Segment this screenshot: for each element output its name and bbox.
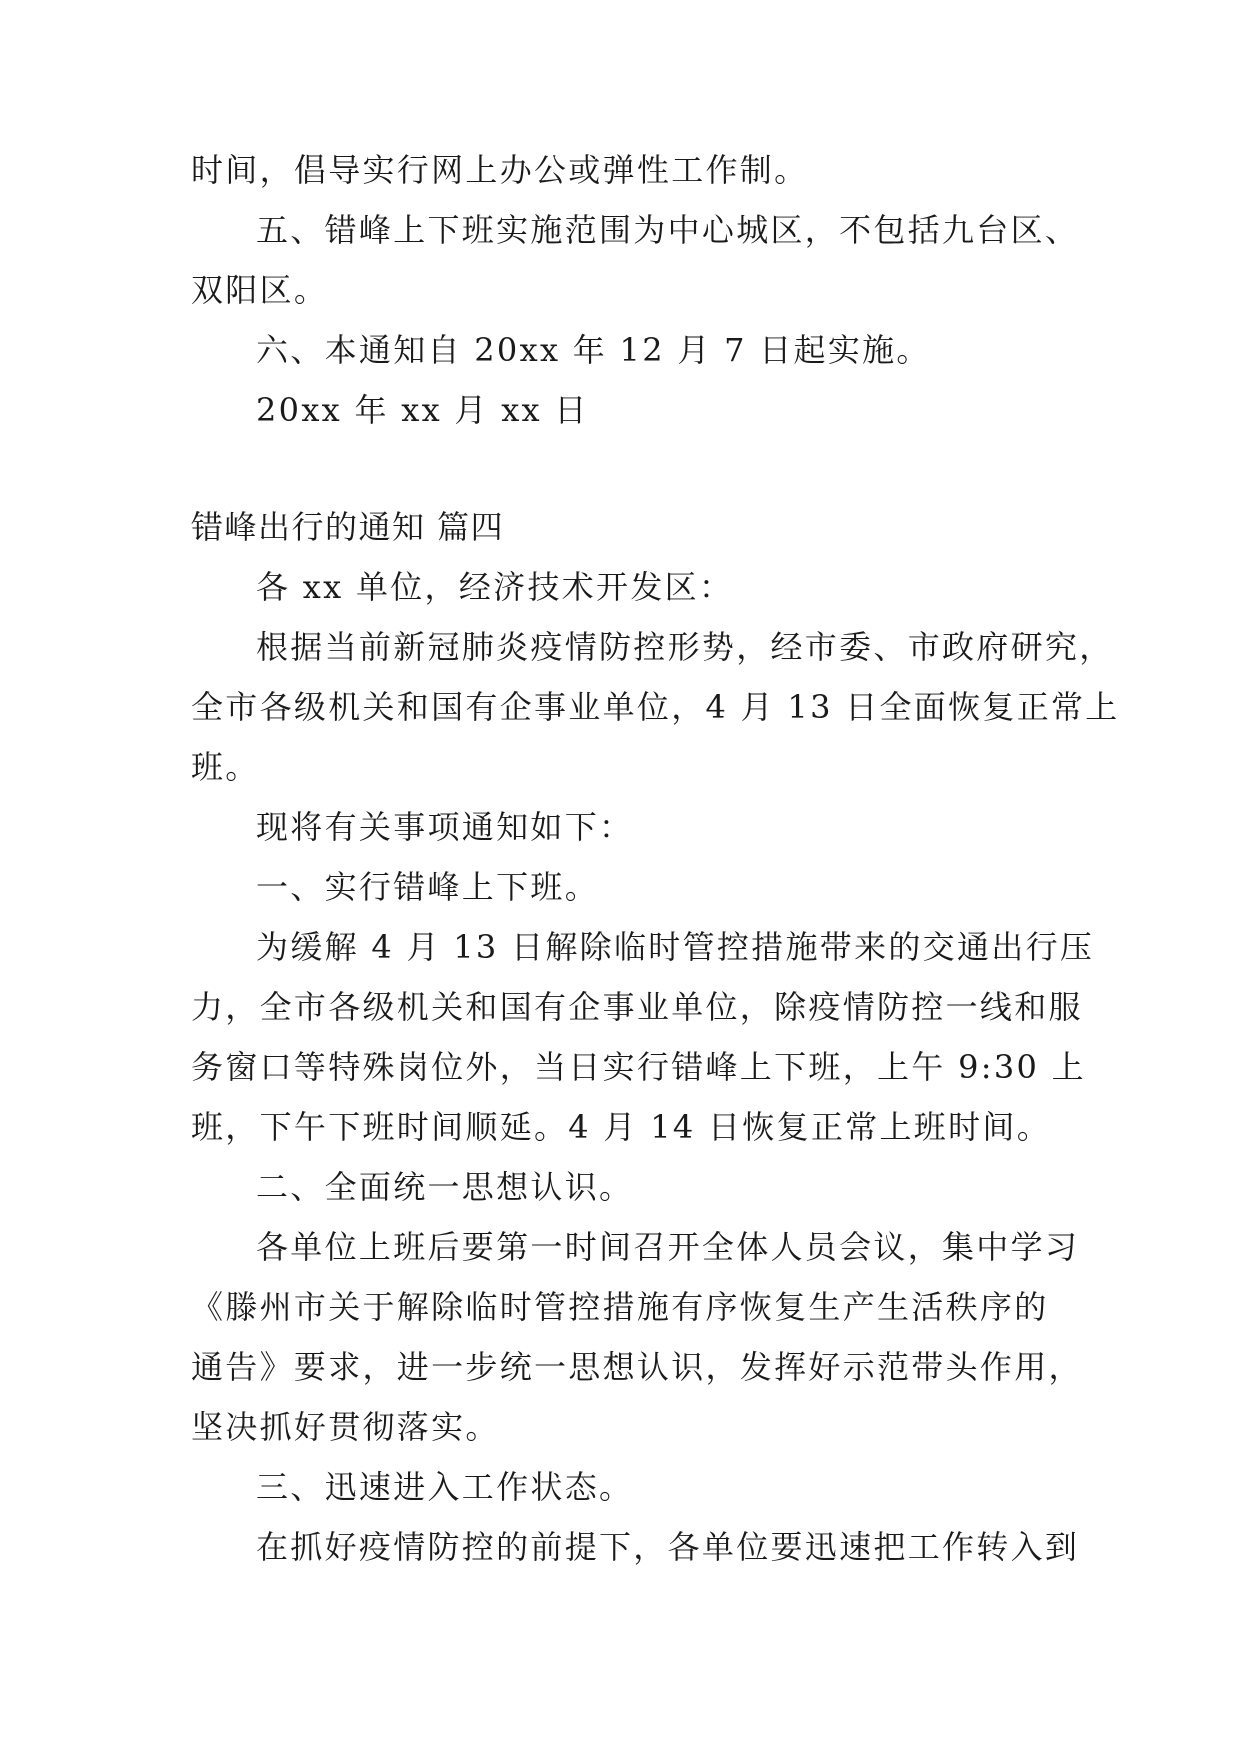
paragraph-line: 班。 (191, 748, 260, 786)
list-heading: 二、全面统一思想认识。 (256, 1168, 634, 1206)
paragraph-line: 坚决抓好贯彻落实。 (191, 1408, 500, 1446)
paragraph-line: 全市各级机关和国有企事业单位，4 月 13 日全面恢复正常上 (191, 688, 1120, 726)
section-title: 错峰出行的通知 篇四 (191, 508, 505, 546)
paragraph-line: 双阳区。 (191, 271, 329, 309)
paragraph-line: 各单位上班后要第一时间召开全体人员会议，集中学习 (256, 1228, 1080, 1266)
paragraph-line: 为缓解 4 月 13 日解除临时管控措施带来的交通出行压 (256, 928, 1095, 966)
paragraph-line: 根据当前新冠肺炎疫情防控形势，经市委、市政府研究， (256, 628, 1114, 666)
paragraph-line: 现将有关事项通知如下： (256, 808, 634, 846)
paragraph-line: 六、本通知自 20xx 年 12 月 7 日起实施。 (256, 331, 931, 369)
paragraph-line: 班，下午下班时间顺延。4 月 14 日恢复正常上班时间。 (191, 1108, 1051, 1146)
paragraph-line: 时间，倡导实行网上办公或弹性工作制。 (191, 151, 809, 189)
paragraph-line: 五、错峰上下班实施范围为中心城区，不包括九台区、 (256, 211, 1080, 249)
paragraph-line: 力，全市各级机关和国有企事业单位，除疫情防控一线和服 (191, 988, 1083, 1026)
list-heading: 一、实行错峰上下班。 (256, 868, 600, 906)
paragraph-line: 务窗口等特殊岗位外，当日实行错峰上下班，上午 9:30 上 (191, 1048, 1086, 1086)
list-heading: 三、迅速进入工作状态。 (256, 1468, 634, 1506)
paragraph-line: 通告》要求，进一步统一思想认识，发挥好示范带头作用， (191, 1348, 1083, 1386)
date-line: 20xx 年 xx 月 xx 日 (256, 391, 589, 429)
paragraph-line: 《滕州市关于解除临时管控措施有序恢复生产生活秩序的 (191, 1288, 1049, 1326)
paragraph-line: 在抓好疫情防控的前提下，各单位要迅速把工作转入到 (256, 1528, 1080, 1566)
salutation-line: 各 xx 单位，经济技术开发区： (256, 568, 734, 606)
